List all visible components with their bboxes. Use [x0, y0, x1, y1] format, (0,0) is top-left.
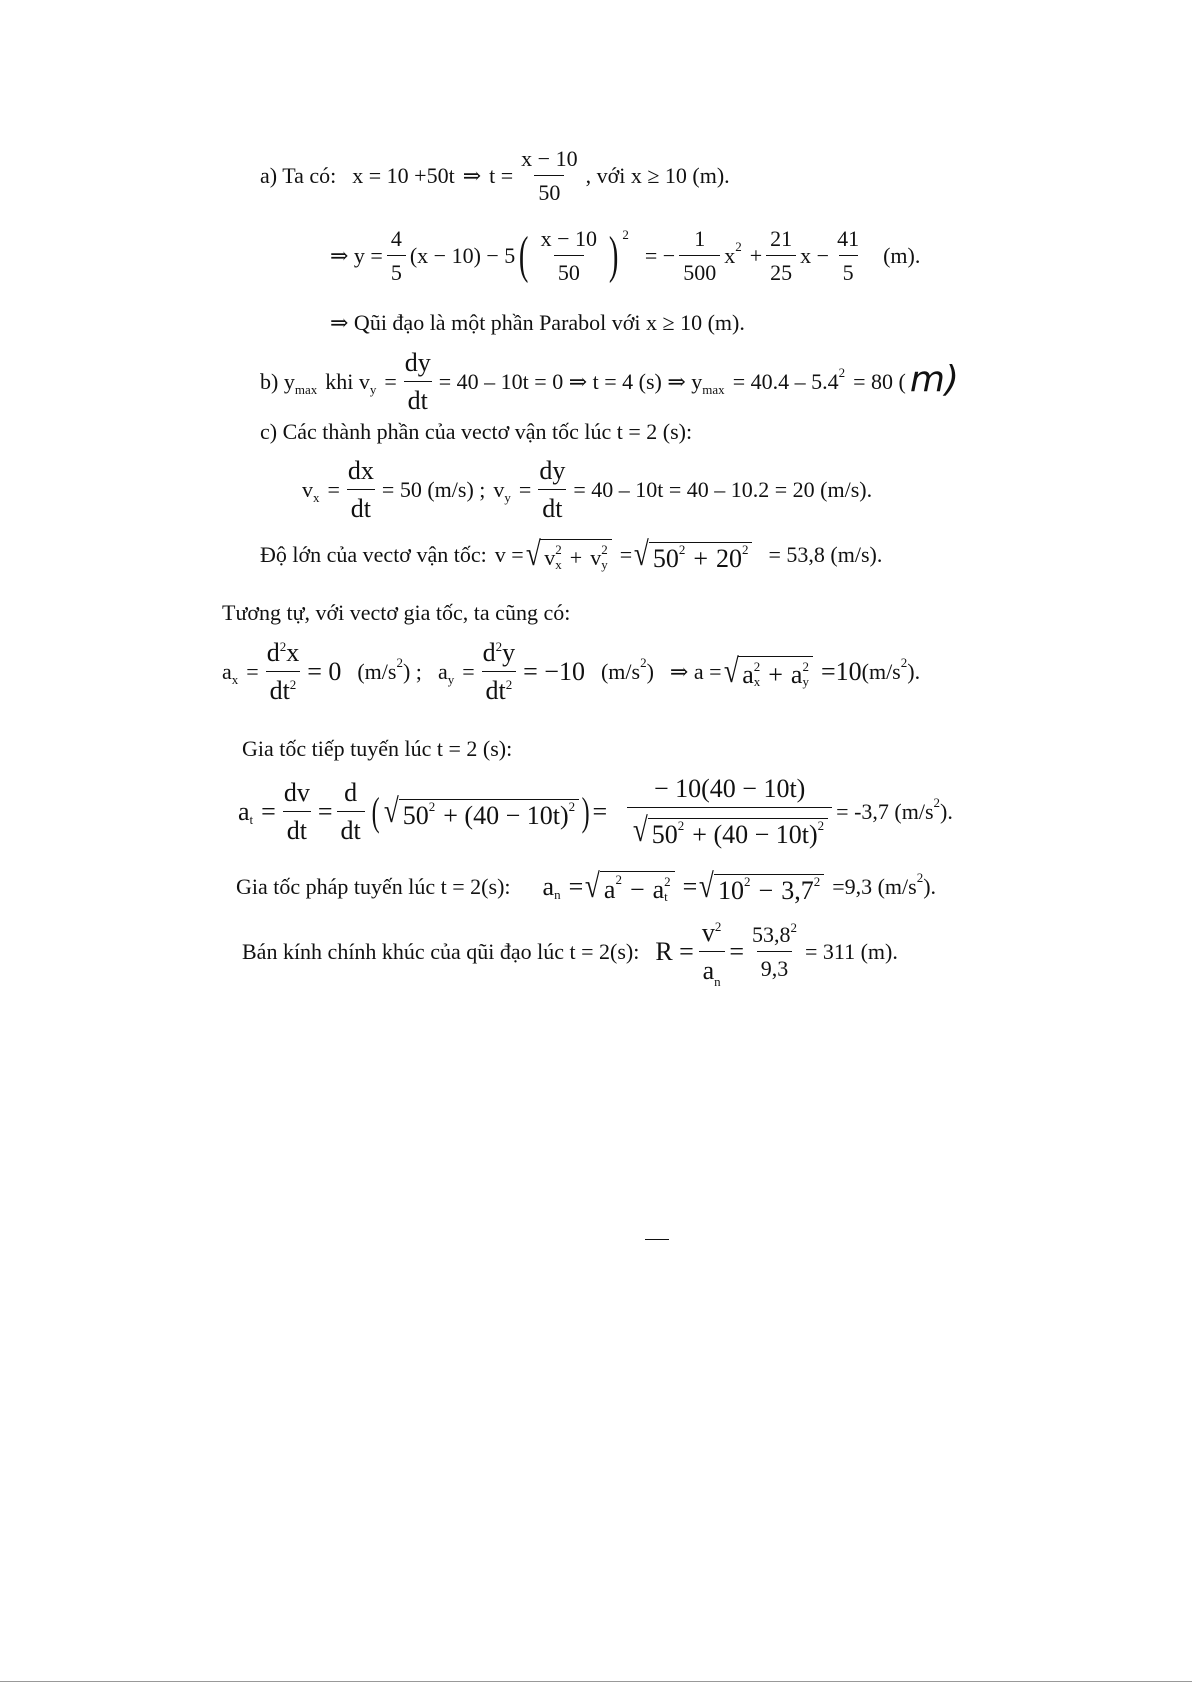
part-a-line1: a) Ta có: x = 10 +50t ⇒ t = $\frac{x - 10}{50}$ , với x ≥ 10 (m). — [260, 146, 730, 205]
page-bottom-rule — [0, 1681, 1192, 1682]
part-a-conclusion: ⇒ Qũi đạo là một phần Parabol với x ≥ 10 (m). — [330, 310, 745, 335]
y-lhs: ⇒ y = — [330, 243, 383, 268]
normal-acceleration: Gia tốc pháp tuyến lúc t = 2(s): a n = √ a 2 − a 2 t = √ 10 2 − 3,7 2 =9,3 (m/s 2 ). — [236, 868, 937, 905]
x-equation: x = 10 +50t — [352, 163, 455, 188]
part-a-line2: ⇒ y = $\frac{4}{5}$ (x − 10) − 5 ( $\frac{x - 10}{50}$ ) 2 = − $\frac{1}{500}$ x 2 + $\frac{21}{25}$ x − $\frac{41}{5}$ (m). — [330, 226, 921, 285]
dy-dt-fraction: $\frac{dy}{dt}$ — [404, 348, 431, 415]
fraction-4-5: $\frac{4}{5}$ — [387, 228, 406, 284]
speed-magnitude: Độ lớn của vectơ vận tốc: v = √ v 2 x + v 2 y = √ 50 2 + 20 2 = 53,8 (m/s). — [260, 536, 883, 573]
tangential-fraction: − 10(40 − 10t) √ 50 2 + (40 − 10t) 2 — [627, 776, 832, 848]
fraction-21-25: $\frac{21}{25}$ — [766, 228, 796, 284]
fraction-41-5: $\frac{41}{5}$ — [837, 226, 860, 285]
t-lhs: t = — [489, 163, 514, 188]
tangential-equation: a t = $\frac{dv}{dt}$ = $\frac{d}{dt}$ ( √ 50 2 + (40 − 10t) 2 ) = − 10(40 − 10t) √ 50 2 + (40 − 10t) 2 = -3,7 (m/s 2 ). — [238, 774, 953, 849]
numeric-fraction: $\frac{53,8^2}{9,3}$ — [752, 920, 798, 981]
d2x-dt2-fraction: $\frac{d^2x}{dt^2}$ — [266, 638, 300, 705]
tangential-intro: Gia tốc tiếp tuyến lúc t = 2 (s): — [242, 736, 513, 761]
d-dt-fraction: $\frac{d}{dt}$ — [337, 780, 365, 844]
sqrt-50-20: √ 50 2 + 20 2 — [632, 538, 752, 572]
eq-minus: = − — [644, 243, 676, 268]
x-condition: , với x ≥ 10 (m). — [585, 163, 730, 188]
t-fraction: $\frac{x - 10}{50}$ — [521, 146, 578, 205]
d2y-dt2-fraction: $\frac{d^2y}{dt^2}$ — [482, 638, 516, 705]
sqrt-tangential: √ 50 2 + (40 − 10t) 2 — [382, 795, 579, 829]
acceleration-components: a x = $\frac{d^2x}{dt^2}$ = 0 (m/s 2 ) ; a y = $\frac{d^2y}{dt^2}$ = −10 (m/s 2 ) ⇒ a = √ a 2 x + a 2 y =10 (m/s 2 ). — [222, 638, 921, 705]
handwritten-unit: m) — [909, 359, 959, 400]
sqrt-a-at: √ a 2 − a 2 t — [583, 870, 674, 904]
radius-of-curvature: Bán kính chính khúc của qũi đạo lúc t = 2(s): R = $\frac{v^2}{a_n}$ = $\frac{53,8^2}{9,3}$ = 311 (m). — [242, 918, 898, 989]
sqrt-10-37: √ 10 2 − 3,7 2 — [697, 870, 824, 904]
left-paren: ( — [519, 227, 529, 284]
part-c-intro: c) Các thành phần của vectơ vận tốc lúc t = 2 (s): — [260, 419, 693, 444]
part-b-line: b) y max khi v y = $\frac{dy}{dt}$ = 40 – 10t = 0 ⇒ t = 4 (s) ⇒ y max = 40.4 – 5.4 2 = 80 ( m) — [260, 348, 959, 415]
acceleration-intro: Tương tự, với vectơ gia tốc, ta cũng có: — [222, 600, 571, 625]
dy-dt-fraction-2: $\frac{dy}{dt}$ — [539, 456, 566, 523]
dx-dt-fraction: $\frac{dx}{dt}$ — [347, 456, 374, 523]
sqrt-ax-ay: √ a 2 x + a 2 y — [722, 655, 813, 689]
fraction-1-500: $\frac{1}{500}$ — [679, 228, 720, 284]
v2-an-fraction: $\frac{v^2}{a_n}$ — [698, 920, 726, 984]
velocity-components: v x = $\frac{dx}{dt}$ = 50 (m/s) ; v y = $\frac{dy}{dt}$ = 40 – 10t = 40 – 10.2 = 20 (m/s). — [302, 456, 873, 523]
dv-dt-fraction: $\frac{dv}{dt}$ — [283, 778, 310, 845]
y-middle: (x − 10) − 5 — [409, 243, 516, 268]
fraction-x-10-50: $\frac{x - 10}{50}$ — [540, 226, 598, 285]
right-paren: ) — [608, 227, 619, 284]
sqrt-vx-vy: √ v 2 x + v 2 y — [524, 538, 612, 572]
part-a-intro: a) Ta có: — [260, 163, 337, 188]
page-separator-dash — [645, 1239, 669, 1240]
